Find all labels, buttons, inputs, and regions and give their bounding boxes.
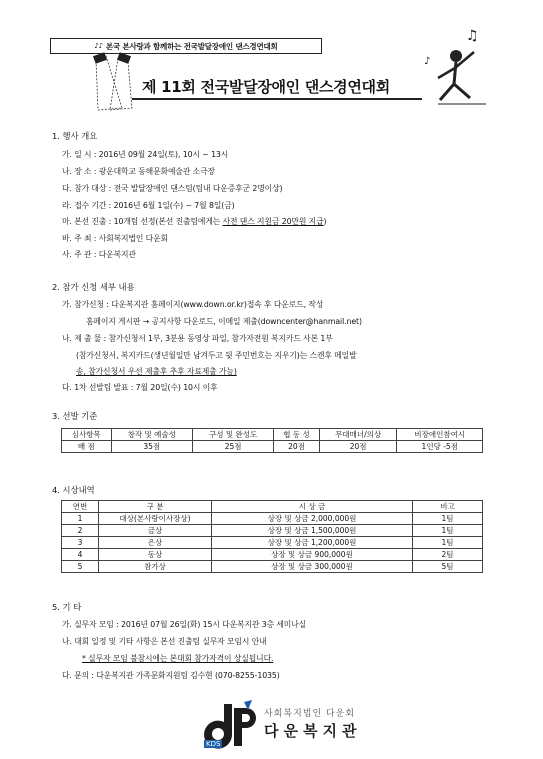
awards-cell: 금상 xyxy=(99,525,212,537)
title-underline xyxy=(132,98,422,100)
criteria-header: 구성 및 완성도 xyxy=(192,429,273,441)
overview-organizer: 사. 주 관 : 다운복지관 xyxy=(62,250,136,259)
awards-cell: 2 xyxy=(62,525,99,537)
spotlight-illustration xyxy=(88,52,140,112)
overview-date: 가. 일 시 : 2016년 09월 24일(토), 10시 ~ 13시 xyxy=(62,150,229,159)
finals-close: ) xyxy=(323,217,327,226)
section-overview-heading: 1. 행사 개요 xyxy=(52,131,98,141)
section-criteria-heading: 3. 선발 기준 xyxy=(52,411,98,421)
misc-contact: 다. 문의 : 다운복지관 가족문화지원팀 김수현 (070-8255-1035) xyxy=(62,671,280,680)
awards-cell: 은상 xyxy=(99,537,212,549)
misc-schedule: 나. 대회 일정 및 기타 사항은 본선 진출팀 실무자 모임시 안내 xyxy=(62,637,267,646)
awards-row xyxy=(62,537,483,549)
application-documents: 나. 제 출 물 : 참가신청서 1부, 3분용 동영상 파일, 참가자전원 복지카드 사본 1부 xyxy=(62,334,333,343)
awards-cell: 1팀 xyxy=(413,537,483,549)
finals-text: 마. 본선 진출 : 10개팀 선정(본선 진출팀에게는 xyxy=(62,217,223,226)
criteria-header: 협 동 성 xyxy=(274,429,319,441)
awards-cell: 상장 및 상금 900,000원 xyxy=(212,549,413,561)
awards-row xyxy=(62,513,483,525)
awards-cell: 1팀 xyxy=(413,513,483,525)
svg-text:♪: ♪ xyxy=(424,56,431,67)
logo-org: 사회복지법인 다운회 xyxy=(264,709,356,719)
overview-eligibility: 다. 참가 대상 : 전국 발달장애인 댄스팀(팀내 다운증후군 2명이상) xyxy=(62,184,283,193)
awards-cell: 4 xyxy=(62,549,99,561)
awards-cell: 2팀 xyxy=(413,549,483,561)
awards-cell: 동상 xyxy=(99,549,212,561)
criteria-table xyxy=(61,428,483,453)
section-application-heading: 2. 참가 신청 세부 내용 xyxy=(52,282,135,292)
note-icon: ♪♪ xyxy=(94,42,103,50)
awards-cell: 5 xyxy=(62,561,99,573)
section-awards-heading: 4. 시상내역 xyxy=(52,485,95,495)
awards-header: 연번 xyxy=(62,501,99,513)
organization-logo xyxy=(200,700,440,752)
application-documents-note: (참가신청서, 복지카드(생년월일만 남겨두고 뒷 주민번호는 지우기)는 스캔후 메일발 xyxy=(76,351,357,360)
awards-cell: 1 xyxy=(62,513,99,525)
criteria-cell: 20점 xyxy=(319,441,397,453)
criteria-cell: 20점 xyxy=(274,441,319,453)
awards-cell: 상장 및 상금 300,000원 xyxy=(212,561,413,573)
svg-text:♫: ♫ xyxy=(466,28,479,44)
misc-meeting: 가. 실무자 모임 : 2016년 07월 26일(화) 15시 다운복지관 3층 세미나실 xyxy=(62,620,307,629)
application-documents-note2: 송, 참가신청서 우선 제출후 추후 자료제출 가능) xyxy=(76,367,237,376)
criteria-header: 비장애인참여시 xyxy=(397,429,483,441)
logo-name: 다운복지관 xyxy=(264,722,362,740)
application-method: 가. 참가신청 : 다운복지관 홈페이지(www.down.or.kr)접속 후 다운로드, 작성 xyxy=(62,300,324,309)
awards-cell: 3 xyxy=(62,537,99,549)
awards-header: 구 분 xyxy=(99,501,212,513)
application-announcement: 다. 1차 선발팀 발표 : 7월 20일(수) 10시 이후 xyxy=(62,383,218,392)
finals-grant: 사전 댄스 지원금 20만원 지급 xyxy=(222,217,324,226)
awards-header: 시 상 금 xyxy=(212,501,413,513)
page-title: 제 11회 전국발달장애인 댄스경연대회 xyxy=(142,78,390,96)
criteria-cell: 35점 xyxy=(111,441,192,453)
awards-cell: 상장 및 상금 2,000,000원 xyxy=(212,513,413,525)
misc-warning: * 실무자 모임 불참시에는 본대회 참가자격이 상실됩니다. xyxy=(82,654,274,663)
awards-row xyxy=(62,549,483,561)
dancer-illustration xyxy=(418,24,498,108)
awards-cell: 5팀 xyxy=(413,561,483,573)
awards-table xyxy=(61,500,483,573)
overview-venue: 나. 장 소 : 광운대학교 동해문화예술관 소극장 xyxy=(62,167,215,176)
overview-host: 바. 주 최 : 사회복지법인 다운회 xyxy=(62,234,168,243)
criteria-header: 창작 및 예술성 xyxy=(111,429,192,441)
criteria-header-row xyxy=(62,429,483,441)
awards-row xyxy=(62,561,483,573)
banner-text: 본국 본사랑과 함께하는 전국발달장애인 댄스경연대회 xyxy=(105,41,278,51)
awards-cell: 대상(본사랑이사장상) xyxy=(99,513,212,525)
criteria-cell: 25점 xyxy=(192,441,273,453)
section-misc-heading: 5. 기 타 xyxy=(52,602,82,612)
awards-header-row xyxy=(62,501,483,513)
overview-finals xyxy=(62,216,327,227)
awards-header: 비고 xyxy=(413,501,483,513)
awards-cell: 참가상 xyxy=(99,561,212,573)
application-method-detail: 홈페이지 게시판 → 공지사항 다운로드, 이메일 제출(downcenter@hanmail.net) xyxy=(86,317,362,326)
criteria-cell: 1인당 -5점 xyxy=(397,441,483,453)
logo-abbr: KDS xyxy=(206,740,221,748)
awards-cell: 상장 및 상금 1,200,000원 xyxy=(212,537,413,549)
criteria-header: 무대매너/의상 xyxy=(319,429,397,441)
criteria-score-row xyxy=(62,441,483,453)
criteria-cell: 배 점 xyxy=(62,441,112,453)
overview-period: 라. 접수 기간 : 2016년 6월 1일(수) ~ 7월 8일(금) xyxy=(62,201,235,210)
criteria-header: 심사항목 xyxy=(62,429,112,441)
awards-cell: 상장 및 상금 1,500,000원 xyxy=(212,525,413,537)
awards-row xyxy=(62,525,483,537)
awards-cell: 1팀 xyxy=(413,525,483,537)
